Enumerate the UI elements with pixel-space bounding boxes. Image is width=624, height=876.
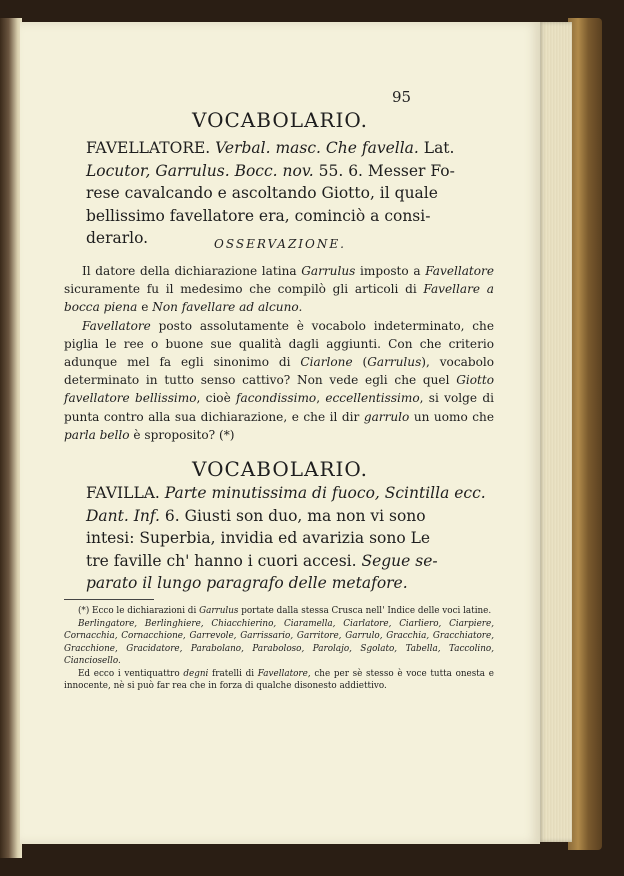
italic-run: Non favellare ad alcuno.	[152, 300, 303, 315]
footnote-paragraph	[64, 618, 494, 668]
observation-paragraph: Il datore della dichiarazione latina Garrulus imposto a Favellatore sicuramente fu il medesimo che compilò gli articoli di Favellare a bocca piena e Non favellare ad alcuno.	[64, 264, 494, 315]
italic-run: Favellatore	[425, 264, 494, 278]
entry-line: derarlo.	[86, 229, 149, 248]
entry-favilla	[64, 482, 494, 595]
italic-run: Ciarlone	[300, 355, 353, 370]
book-spine-left	[0, 18, 22, 858]
page-number: 95	[392, 88, 412, 106]
italic-run: Garrulus	[367, 355, 422, 370]
entry-line: FAVELLATORE. Verbal. masc. Che favella. Lat.	[86, 139, 455, 157]
footnote-paragraph: (*) Ecco le dichiarazioni di Garrulus portate dalla stessa Crusca nell' Indice delle voci latine.	[78, 606, 492, 616]
entry-line: Dant. Inf. 6. Giusti son duo, ma non vi sono	[86, 506, 426, 525]
italic-run: Giotto favellatore bellissimo	[64, 373, 494, 406]
entry-line: FAVILLA. Parte minutissima di fuoco, Scintilla ecc.	[86, 484, 486, 502]
italic-run: Garrulus	[199, 606, 239, 616]
observation-paragraph: Favellatore posto assolutamente è vocabolo indeterminato, che piglia le ree o buone sue qualità dagli aggiunti. Con che criterio adunque mel fa egli sinonimo di Ciarlone (Garrulus), vocabolo determinato in tutto senso cattivo? Non vede egli che quel Giotto favellatore bellissimo, cioè facondissimo, eccellentissimo, si volge di punta contro alla sua dichiarazione, e che il dir garrulo un uomo che parla bello è sproposito? (*)	[64, 318, 495, 442]
italic-run: Berlingatore, Berlinghiere, Chiacchierino, Ciaramella, Ciarlatore, Ciarliero, Ciarpiere, Cornacchia, Cornacchione, Garrevole, Garrissario, Garritore, Garrulo, Gracchia, Gracchiatore, Gracchione, Gracidatore, Parabolano, Paraboloso, Parolajo, Sgolato, Tabella, Taccolino, Cianciosello.	[64, 618, 494, 666]
entry-line: bellissimo favellatore era, cominciò a consi-	[86, 206, 431, 225]
entry-line: parato il lungo paragrafo delle metafore.	[86, 574, 408, 593]
book-cover-right	[568, 18, 602, 850]
entry-line: Locutor, Garrulus. Bocc. nov. 55. 6. Messer Fo-	[86, 161, 455, 180]
entry-line: intesi: Superbia, invidia ed avarizia sono Le	[86, 529, 431, 548]
italic-run: parla bello	[64, 427, 130, 442]
italic-run: Favellatore	[257, 668, 308, 679]
observation-title: OSSERVAZIONE.	[214, 237, 346, 251]
italic-run: Garrulus	[301, 264, 356, 278]
entry-line: tre faville ch' hanno i cuori accesi. Segue se-	[86, 551, 438, 570]
page-edges	[538, 22, 572, 842]
footnote-paragraph: Ed ecco i ventiquattro degni fratelli di Favellatore, che per sè stesso è voce tutta onesta e innocente, nè si può far rea che in forza di qualche disonesto addiettivo.	[64, 668, 494, 691]
footnote-rule	[64, 599, 154, 600]
italic-run: garrulo	[363, 409, 410, 424]
entry-favellatore	[64, 137, 494, 250]
footnotes	[64, 605, 494, 693]
heading-vocabolario-1: VOCABOLARIO.	[192, 108, 368, 132]
heading-vocabolario-2: VOCABOLARIO.	[192, 457, 368, 481]
italic-run: Favellatore	[82, 318, 151, 333]
book-page	[20, 22, 540, 844]
entry-line: rese cavalcando e ascoltando Giotto, il quale	[86, 184, 438, 203]
italic-run: Favellare a bocca piena	[64, 282, 494, 315]
italic-run: degni	[183, 668, 209, 679]
observation-body	[64, 262, 494, 444]
italic-run: eccellentissimo	[325, 391, 420, 406]
italic-run: facondissimo	[236, 391, 317, 406]
